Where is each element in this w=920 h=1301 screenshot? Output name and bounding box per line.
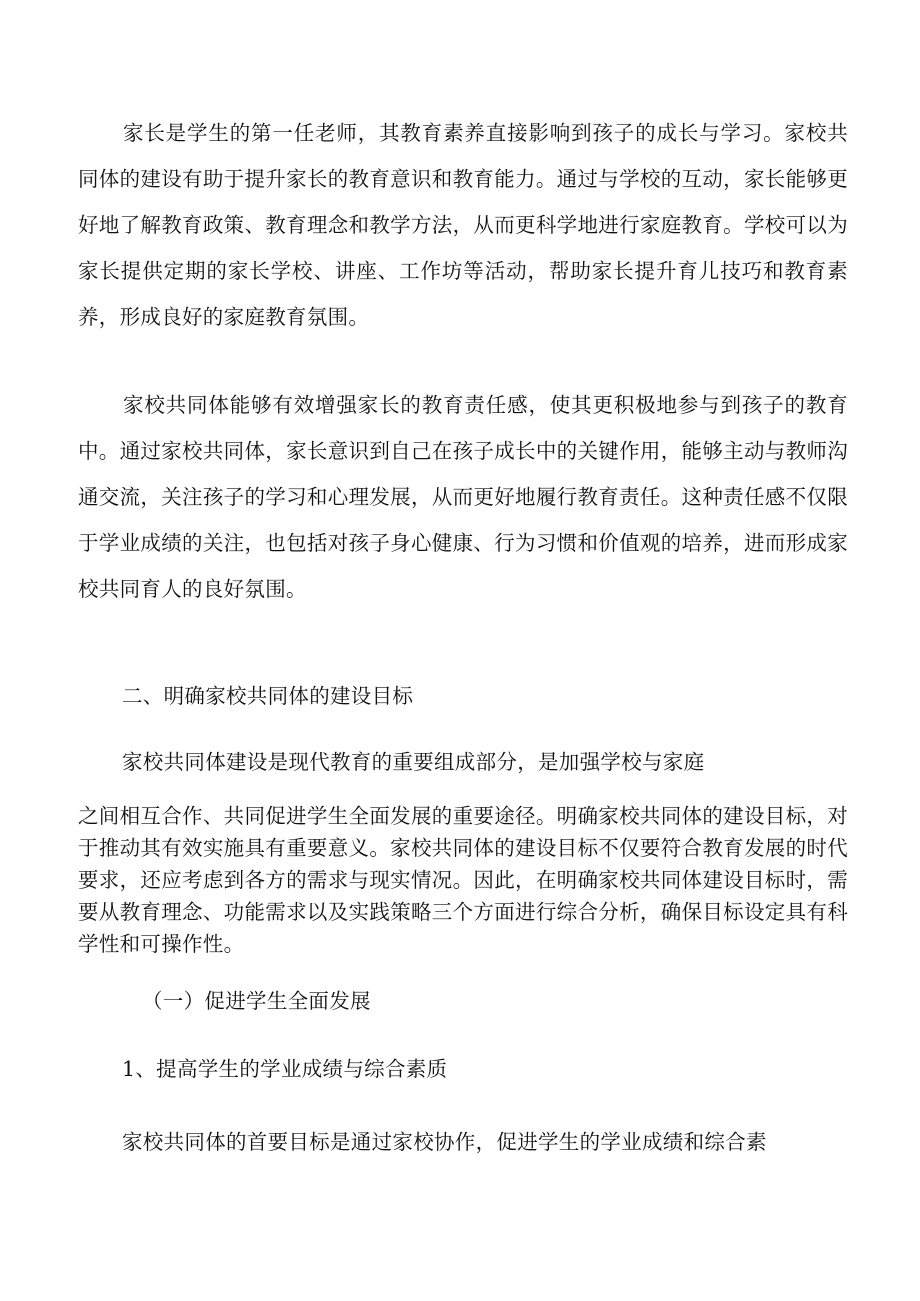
item-heading-academic-performance: 1、提高学生的学业成绩与综合素质 — [122, 1057, 448, 1081]
subsection-heading-student-development: （一）促进学生全面发展 — [142, 989, 371, 1013]
paragraph-goals-first-line: 家校共同体建设是现代教育的重要组成部分，是加强学校与家庭 — [122, 750, 705, 774]
paragraph-primary-goal: 家校共同体的首要目标是通过家校协作，促进学生的学业成绩和综合素 — [122, 1130, 767, 1154]
section-heading-construction-goals: 二、明确家校共同体的建设目标 — [122, 684, 414, 708]
paragraph-parent-responsibility: 家校共同体能够有效增强家长的教育责任感，使其更积极地参与到孩子的教育中。通过家校共同体，家长意识到自己在孩子成长中的关键作用，能够主动与教师沟通交流，关注孩子的学习和心理发展，从而更好地履行教育责任。这种责任感不仅限于学业成绩的关注，也包括对孩子身心健康、行为习惯和价值观的培养，进而形成家校共同育人的良好氛围。 — [78, 393, 848, 601]
paragraph-parent-education-literacy: 家长是学生的第一任老师，其教育素养直接影响到孩子的成长与学习。家校共同体的建设有助于提升家长的教育意识和教育能力。通过与学校的互动，家长能够更好地了解教育政策、教育理念和教学方法，从而更科学地进行家庭教育。学校可以为家长提供定期的家长学校、讲座、工作坊等活动，帮助家长提升育儿技巧和教育素养，形成良好的家庭教育氛围。 — [78, 121, 848, 329]
paragraph-goals-body: 之间相互合作、共同促进学生全面发展的重要途径。明确家校共同体的建设目标，对于推动其有效实施具有重要意义。家校共同体的建设目标不仅要符合教育发展的时代要求，还应考虑到各方的需求与现实情况。因此，在明确家校共同体建设目标时，需要从教育理念、功能需求以及实践策略三个方面进行综合分析，确保目标设定具有科学性和可操作性。 — [78, 804, 848, 956]
